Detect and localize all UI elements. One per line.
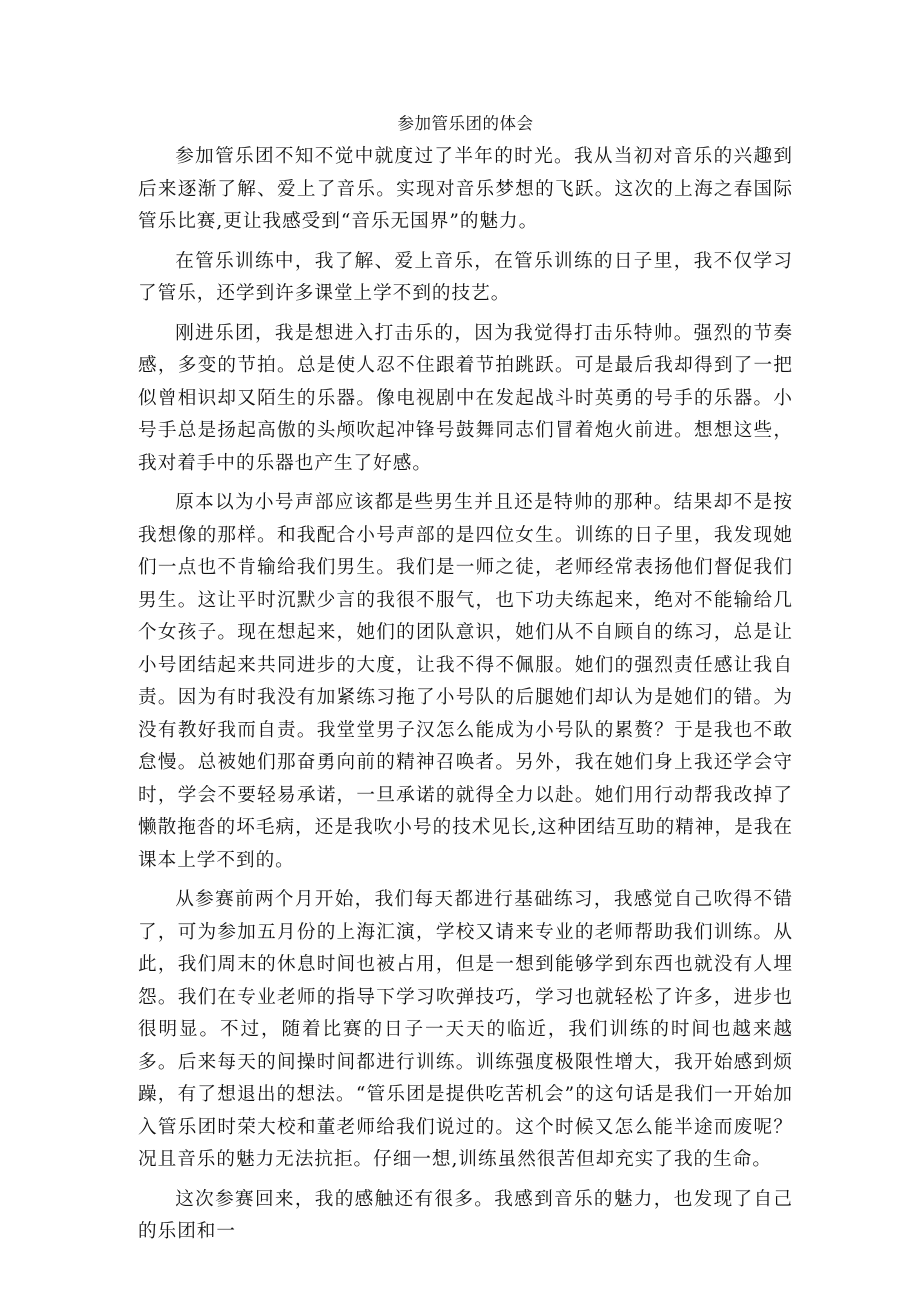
document-title: 参加管乐团的体会 [397,114,534,133]
paragraph: 这次参赛回来，我的感触还有很多。我感到音乐的魅力，也发现了自己的乐团和一 [138,1188,793,1242]
paragraph: 在管乐训练中，我了解、爱上音乐，在管乐训练的日子里，我不仅学习了管乐，还学到许多课堂上学不到的技艺。 [138,250,793,304]
document-body [138,111,793,1256]
paragraph: 从参赛前两个月开始，我们每天都进行基础练习，我感觉自己吹得不错了，可为参加五月份的上海汇演，学校又请来专业的老师帮助我们训练。从此，我们周末的休息时间也被占用，但是一想到能够学到东西也就没有人埋怨。我们在专业老师的指导下学习吹弹技巧，学习也就轻松了许多，进步也很明显。不过，随着比赛的日子一天天的临近，我们训练的时间也越来越多。后来每天的间操时间都进行训练。训练强度极限性增大，我开始感到烦躁，有了想退出的想法。“管乐团是提供吃苦机会”的这句话是我们一开始加入管乐团时荣大校和董老师给我们说过的。这个时候又怎么能半途而废呢？况且音乐的魅力无法抗拒。仔细一想,训练虽然很苦但却充实了我的生命。 [138,889,793,1170]
paragraph: 参加管乐团不知不觉中就度过了半年的时光。我从当初对音乐的兴趣到后来逐渐了解、爱上了音乐。实现对音乐梦想的飞跃。这次的上海之春国际管乐比赛,更让我感受到“音乐无国界”的魅力。 [138,146,793,232]
paragraph: 原本以为小号声部应该都是些男生并且还是特帅的那种。结果却不是按我想像的那样。和我配合小号声部的是四位女生。训练的日子里，我发现她们一点也不肯输给我们男生。我们是一师之徒，老师经常表扬他们督促我们男生。这让平时沉默少言的我很不服气，也下功夫练起来，绝对不能输给几个女孩子。现在想起来，她们的团队意识，她们从不自顾自的练习，总是让小号团结起来共同进步的大度，让我不得不佩服。她们的强烈责任感让我自责。因为有时我没有加紧练习拖了小号队的后腿她们却认为是她们的错。为没有教好我而自责。我堂堂男子汉怎么能成为小号队的累赘？于是我也不敢怠慢。总被她们那奋勇向前的精神召唤者。另外，我在她们身上我还学会守时，学会不要轻易承诺，一旦承诺的就得全力以赴。她们用行动帮我改掉了懒散拖沓的坏毛病，还是我吹小号的技术见长,这种团结互助的精神，是我在课本上学不到的。 [138,492,793,871]
paragraph: 刚进乐团，我是想进入打击乐的，因为我觉得打击乐特帅。强烈的节奏感，多变的节拍。总是使人忍不住跟着节拍跳跃。可是最后我却得到了一把似曾相识却又陌生的乐器。像电视剧中在发起战斗时英勇的号手的乐器。小号手总是扬起高傲的头颅吹起冲锋号鼓舞同志们冒着炮火前进。想想这些，我对着手中的乐器也产生了好感。 [138,322,793,474]
